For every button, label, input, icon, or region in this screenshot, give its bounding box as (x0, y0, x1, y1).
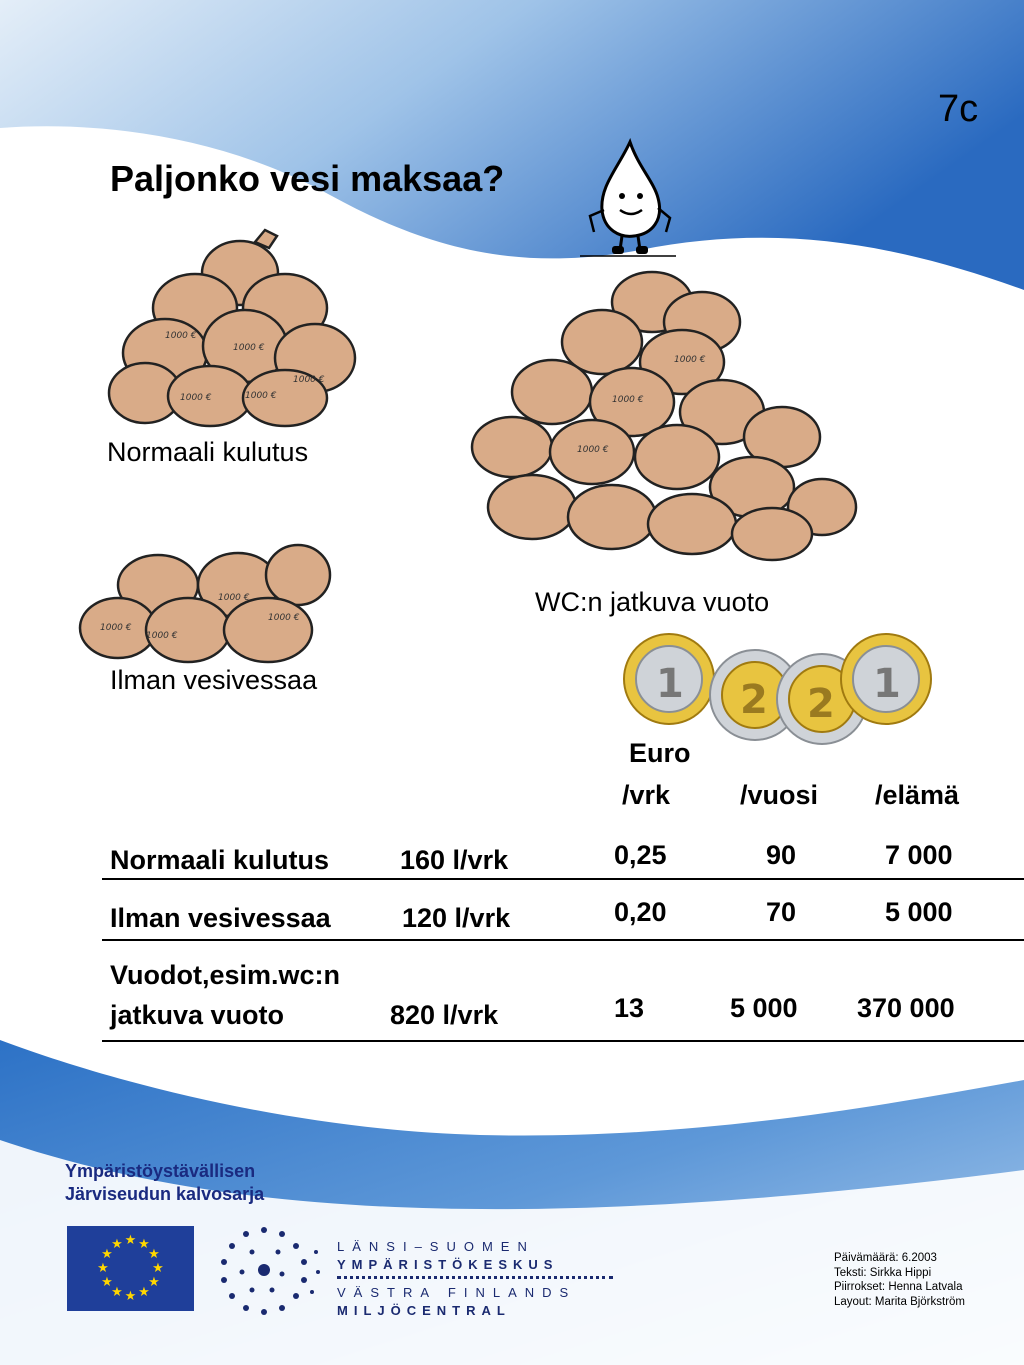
euro-coins (622, 633, 934, 745)
series-title: Ympäristöystävällisen Järviseudun kalvosarja (65, 1161, 265, 1204)
org-name-line4: MILJÖCENTRAL (337, 1303, 511, 1318)
water-drop-mascot-icon (578, 138, 678, 262)
cell-normal-life: 7 000 (885, 840, 953, 870)
cell-no-toilet-life: 5 000 (885, 897, 953, 927)
money-bags-normal (105, 228, 360, 428)
cell-leak-life: 370 000 (857, 993, 955, 1023)
cell-leak-day: 13 (614, 993, 645, 1023)
svg-text:★: ★ (138, 1285, 150, 1300)
coin-4-icon (841, 634, 931, 724)
org-name-line3: VÄSTRA FINLANDS (337, 1285, 577, 1300)
cell-no-toilet-day: 0,20 (614, 897, 667, 927)
coin-1-icon (624, 634, 714, 724)
cell-leak-year: 5 000 (730, 993, 798, 1023)
row-label-no-toilet: Ilman vesivessaa (110, 903, 331, 933)
svg-text:1000 €: 1000 € (612, 395, 644, 405)
svg-text:1000 €: 1000 € (180, 393, 212, 403)
svg-text:2: 2 (807, 681, 835, 727)
cell-normal-day: 0,25 (614, 840, 667, 870)
org-dotted-divider (337, 1276, 613, 1279)
caption-leak: WC:n jatkuva vuoto (535, 587, 770, 617)
svg-text:1000 €: 1000 € (268, 613, 300, 623)
table-divider (102, 1040, 1024, 1042)
row-label-leak-line1: Vuodot,esim.wc:n (110, 960, 341, 990)
row-label-leak-line2: jatkuva vuoto (110, 1000, 285, 1030)
eu-flag-icon (67, 1226, 194, 1311)
currency-header: Euro (629, 738, 691, 768)
svg-text:★: ★ (101, 1247, 113, 1262)
cell-no-toilet-year: 70 (766, 897, 797, 927)
svg-text:2: 2 (740, 677, 768, 723)
svg-text:1000 €: 1000 € (245, 391, 277, 401)
svg-text:★: ★ (111, 1285, 123, 1300)
svg-text:★: ★ (124, 1289, 137, 1304)
money-bags-no-toilet (78, 530, 338, 668)
svg-text:1000 €: 1000 € (146, 631, 178, 641)
slide-number: 7c (938, 88, 979, 130)
column-header-day: /vrk (622, 780, 671, 810)
svg-text:1: 1 (656, 661, 684, 707)
org-name-line2: YMPÄRISTÖKESKUS (337, 1257, 559, 1272)
credits: Päivämäärä: 6.2003 Teksti: Sirkka Hippi Piirrokset: Henna Latvala Layout: Marita Björkström (834, 1252, 966, 1308)
svg-text:★: ★ (111, 1237, 123, 1252)
row-amount-no-toilet: 120 l/vrk (402, 903, 511, 933)
caption-no-toilet: Ilman vesivessaa (110, 665, 318, 695)
cell-normal-year: 90 (766, 840, 797, 870)
svg-text:1000 €: 1000 € (577, 445, 609, 455)
money-bags-leak (462, 262, 862, 572)
row-amount-leak: 820 l/vrk (390, 1000, 499, 1030)
svg-text:★: ★ (97, 1261, 109, 1276)
svg-text:★: ★ (148, 1275, 160, 1290)
column-header-year: /vuosi (740, 780, 819, 810)
row-amount-normal: 160 l/vrk (400, 845, 509, 875)
caption-normal: Normaali kulutus (107, 437, 309, 467)
svg-text:★: ★ (138, 1237, 150, 1252)
svg-text:★: ★ (152, 1261, 164, 1276)
svg-text:1: 1 (873, 661, 901, 707)
svg-text:★: ★ (148, 1247, 160, 1262)
svg-text:1000 €: 1000 € (233, 343, 265, 353)
column-header-life: /elämä (875, 780, 960, 810)
svg-text:1000 €: 1000 € (218, 593, 250, 603)
table-divider (102, 939, 1024, 941)
page-title: Paljonko vesi maksaa? (110, 158, 505, 199)
row-label-normal: Normaali kulutus (110, 845, 330, 875)
svg-text:1000 €: 1000 € (674, 355, 706, 365)
bag-label-text: 1000 € (165, 331, 197, 341)
org-name-line1: LÄNSI–SUOMEN (337, 1239, 535, 1254)
svg-text:1000 €: 1000 € (100, 623, 132, 633)
svg-text:1000 €: 1000 € (293, 375, 325, 385)
table-divider (102, 878, 1024, 880)
svg-text:★: ★ (124, 1233, 137, 1248)
environment-centre-logo-icon (212, 1222, 324, 1322)
svg-text:★: ★ (101, 1275, 113, 1290)
